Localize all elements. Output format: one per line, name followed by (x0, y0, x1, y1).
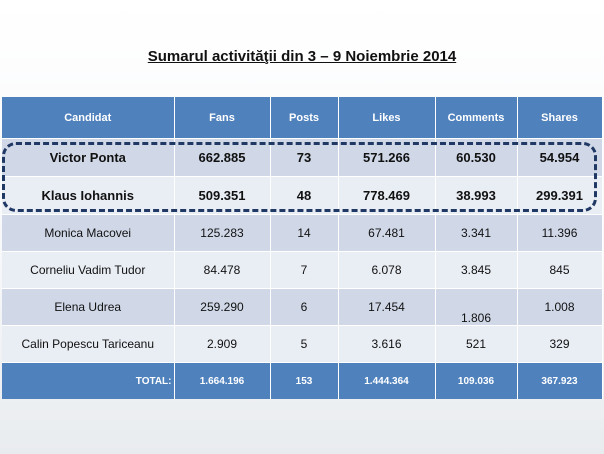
header-candidat: Candidat (2, 97, 174, 139)
cell-candidat: Corneliu Vadim Tudor (2, 252, 174, 289)
table-header-row (2, 97, 602, 139)
cell-likes: 3.616 (338, 326, 435, 363)
total-posts: 153 (270, 363, 338, 400)
cell-candidat: Victor Ponta (2, 139, 174, 177)
cell-likes: 67.481 (338, 215, 435, 252)
cell-likes: 6.078 (338, 252, 435, 289)
table-row (2, 139, 602, 177)
total-shares: 367.923 (517, 363, 602, 400)
header-posts: Posts (270, 97, 338, 139)
table-total-row (2, 363, 602, 400)
total-comments: 109.036 (435, 363, 517, 400)
cell-fans: 662.885 (174, 139, 270, 177)
cell-posts: 6 (270, 289, 338, 326)
cell-comments: 3.845 (435, 252, 517, 289)
cell-comments: 60.530 (435, 139, 517, 177)
cell-candidat: Monica Macovei (2, 215, 174, 252)
cell-shares: 299.391 (517, 177, 602, 215)
cell-posts: 73 (270, 139, 338, 177)
cell-candidat: Calin Popescu Tariceanu (2, 326, 174, 363)
table-row (2, 326, 602, 363)
cell-posts: 7 (270, 252, 338, 289)
cell-posts: 48 (270, 177, 338, 215)
cell-shares: 11.396 (517, 215, 602, 252)
table-row (2, 215, 602, 252)
table-row (2, 252, 602, 289)
total-label: TOTAL: (2, 363, 174, 400)
cell-comments: 38.993 (435, 177, 517, 215)
header-shares: Shares (517, 97, 602, 139)
total-fans: 1.664.196 (174, 363, 270, 400)
cell-fans: 2.909 (174, 326, 270, 363)
cell-likes: 571.266 (338, 139, 435, 177)
cell-likes: 778.469 (338, 177, 435, 215)
cell-fans: 509.351 (174, 177, 270, 215)
cell-comments: 3.341 (435, 215, 517, 252)
cell-fans: 259.290 (174, 289, 270, 326)
cell-shares: 54.954 (517, 139, 602, 177)
header-comments: Comments (435, 97, 517, 139)
cell-candidat: Elena Udrea (2, 289, 174, 326)
cell-shares: 1.008 (517, 289, 602, 326)
cell-posts: 14 (270, 215, 338, 252)
header-likes: Likes (338, 97, 435, 139)
cell-comments: 521 (435, 326, 517, 363)
slide-title: Sumarul activităţii din 3 – 9 Noiembrie 2014 (147, 48, 457, 65)
total-likes: 1.444.364 (338, 363, 435, 400)
activity-table (2, 97, 603, 399)
table-row (2, 177, 602, 215)
header-fans: Fans (174, 97, 270, 139)
cell-likes: 17.454 (338, 289, 435, 326)
cell-fans: 125.283 (174, 215, 270, 252)
cell-comments: 1.806 (435, 289, 517, 326)
cell-fans: 84.478 (174, 252, 270, 289)
cell-shares: 845 (517, 252, 602, 289)
cell-candidat: Klaus Iohannis (2, 177, 174, 215)
cell-posts: 5 (270, 326, 338, 363)
table-row (2, 289, 602, 326)
cell-shares: 329 (517, 326, 602, 363)
